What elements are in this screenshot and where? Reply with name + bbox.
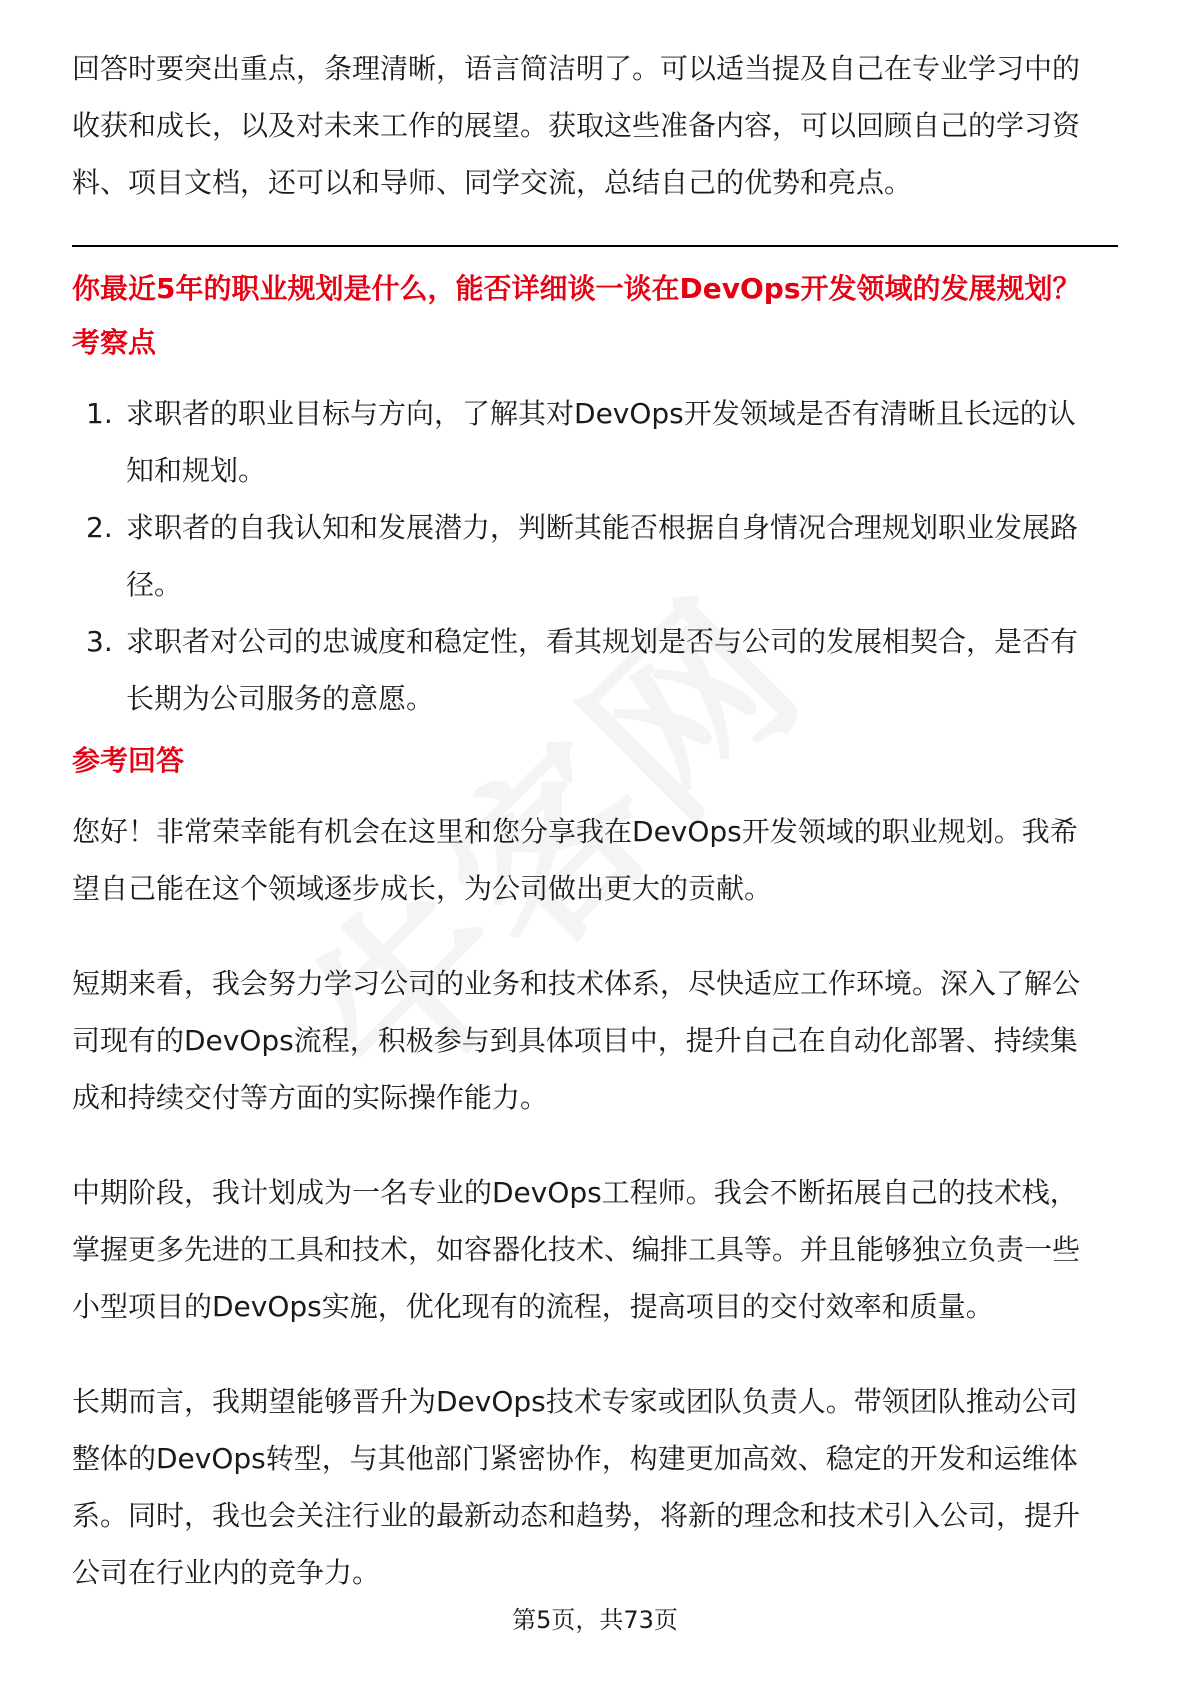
answer-heading: 参考回答 bbox=[72, 744, 185, 777]
intro-line: 回答时要突出重点，条理清晰，语言简洁明了。可以适当提及自己在专业学习中的 bbox=[72, 52, 1081, 85]
page-footer: 第5页，共73页 bbox=[512, 1606, 678, 1634]
answer-paragraph bbox=[72, 955, 1118, 1126]
points-heading: 考察点 bbox=[72, 326, 157, 359]
section-divider bbox=[72, 245, 1118, 247]
intro-line: 收获和成长，以及对未来工作的展望。获取这些准备内容，可以回顾自己的学习资 bbox=[72, 109, 1081, 142]
point-line: 求职者对公司的忠诚度和稳定性，看其规划是否与公司的发展相契合，是否有 bbox=[126, 625, 1079, 658]
point-item bbox=[72, 385, 1118, 499]
answer-paragraph bbox=[72, 803, 1118, 917]
answer-line: 短期来看，我会努力学习公司的业务和技术体系，尽快适应工作环境。深入了解公 bbox=[72, 967, 1081, 1000]
point-number: 2. bbox=[86, 511, 113, 544]
point-item bbox=[72, 499, 1118, 613]
intro-line: 料、项目文档，还可以和导师、同学交流，总结自己的优势和亮点。 bbox=[72, 166, 913, 199]
answer-line: 您好！非常荣幸能有机会在这里和您分享我在DevOps开发领域的职业规划。我希 bbox=[72, 815, 1078, 848]
point-line: 径。 bbox=[126, 568, 183, 601]
answer-line: 整体的DevOps转型，与其他部门紧密协作，构建更加高效、稳定的开发和运维体 bbox=[72, 1442, 1078, 1475]
point-line: 求职者的自我认知和发展潜力，判断其能否根据自身情况合理规划职业发展路 bbox=[126, 511, 1079, 544]
page-content bbox=[72, 40, 1118, 1639]
answer-line: 中期阶段，我计划成为一名专业的DevOps工程师。我会不断拓展自己的技术栈， bbox=[72, 1176, 1078, 1209]
answer-line: 掌握更多先进的工具和技术，如容器化技术、编排工具等。并且能够独立负责一些 bbox=[72, 1233, 1081, 1266]
intro-paragraph bbox=[72, 40, 1118, 211]
point-line: 长期为公司服务的意愿。 bbox=[126, 682, 435, 715]
answer-line: 司现有的DevOps流程，积极参与到具体项目中，提升自己在自动化部署、持续集 bbox=[72, 1024, 1078, 1057]
answer-paragraph bbox=[72, 1373, 1118, 1601]
point-number: 1. bbox=[86, 397, 113, 430]
answer-line: 系。同时，我也会关注行业的最新动态和趋势，将新的理念和技术引入公司，提升 bbox=[72, 1499, 1081, 1532]
answer-line: 长期而言，我期望能够晋升为DevOps技术专家或团队负责人。带领团队推动公司 bbox=[72, 1385, 1078, 1418]
points-list bbox=[72, 385, 1118, 727]
answer-line: 小型项目的DevOps实施，优化现有的流程，提高项目的交付效率和质量。 bbox=[72, 1290, 994, 1323]
point-text bbox=[126, 613, 1118, 727]
answer-line: 成和持续交付等方面的实际操作能力。 bbox=[72, 1081, 549, 1114]
point-item bbox=[72, 613, 1118, 727]
answer-line: 公司在行业内的竞争力。 bbox=[72, 1556, 381, 1589]
point-line: 求职者的职业目标与方向，了解其对DevOps开发领域是否有清晰且长远的认 bbox=[126, 397, 1076, 430]
answer-line: 望自己能在这个领域逐步成长，为公司做出更大的贡献。 bbox=[72, 872, 773, 905]
question-title: 你最近5年的职业规划是什么，能否详细谈一谈在DevOps开发领域的发展规划？ bbox=[72, 272, 1081, 305]
point-text bbox=[126, 385, 1118, 499]
answer-paragraph bbox=[72, 1164, 1118, 1335]
point-line: 知和规划。 bbox=[126, 454, 267, 487]
point-text bbox=[126, 499, 1118, 613]
point-number: 3. bbox=[86, 625, 113, 658]
